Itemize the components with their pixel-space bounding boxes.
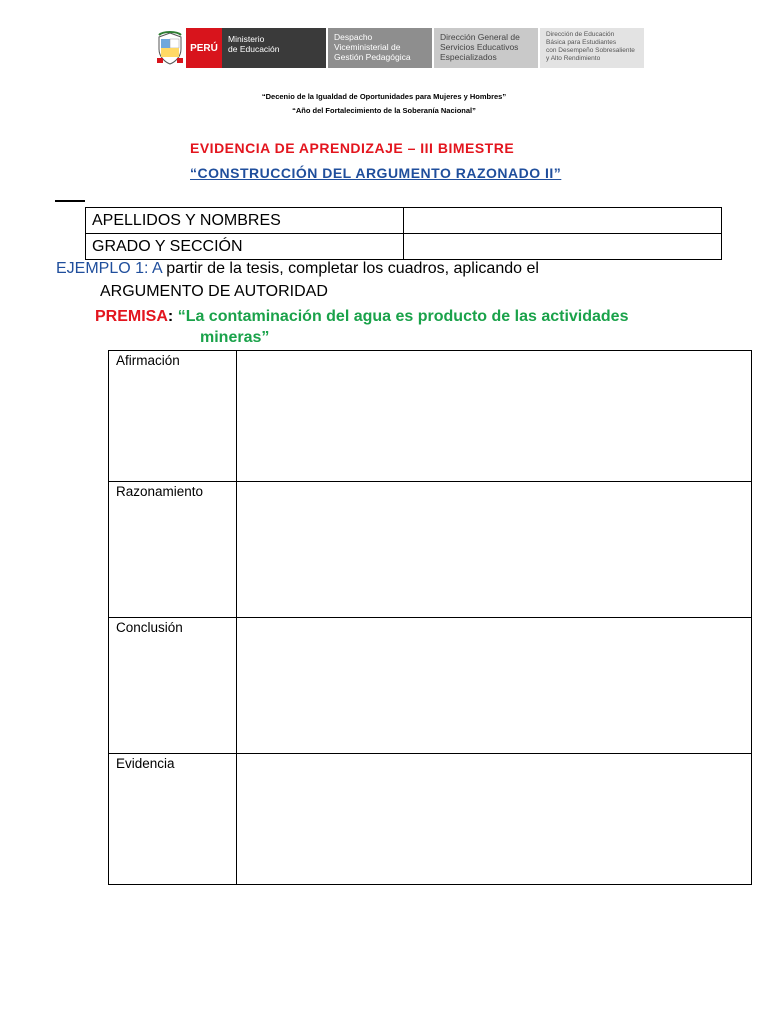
decenio-block [0, 90, 768, 118]
evidencia-field[interactable] [237, 754, 752, 885]
ministerio-label: Ministerio de Educación [222, 28, 326, 68]
direccion-general-label: Dirección General de Servicios Educativos Especializados [434, 28, 538, 68]
evidencia-label: Evidencia [109, 754, 237, 885]
table-row [109, 618, 752, 754]
afirmacion-field[interactable] [237, 351, 752, 482]
afirmacion-label: Afirmación [109, 351, 237, 482]
table-row [86, 208, 722, 234]
divider-stub [55, 200, 85, 202]
ejemplo-label: EJEMPLO 1: A [56, 260, 162, 277]
decenio-line: “Decenio de la Igualdad de Oportunidades para Mujeres y Hombres” [261, 92, 507, 101]
premisa-text-line2: mineras” [200, 329, 270, 346]
premisa-block [95, 306, 628, 348]
argumento-label: ARGUMENTO DE AUTORIDAD [100, 283, 328, 300]
razonamiento-field[interactable] [237, 482, 752, 618]
premisa-text-line1: “La contaminación del agua es producto de las actividades [177, 308, 629, 325]
table-row [109, 351, 752, 482]
student-info-table [85, 207, 722, 260]
table-row [86, 234, 722, 260]
evidencia-title: EVIDENCIA DE APRENDIZAJE – III BIMESTRE [190, 140, 515, 156]
premisa-colon: : [167, 308, 178, 325]
conclusion-field[interactable] [237, 618, 752, 754]
razonamiento-label: Razonamiento [109, 482, 237, 618]
ejemplo-text: partir de la tesis, completar los cuadros, aplicando el [161, 260, 539, 277]
construccion-title: “CONSTRUCCIÓN DEL ARGUMENTO RAZONADO II” [190, 165, 562, 181]
header-banner [154, 28, 644, 68]
apellidos-field[interactable] [404, 208, 722, 234]
peru-label: PERÚ [186, 28, 222, 68]
table-row [109, 754, 752, 885]
conclusion-label: Conclusión [109, 618, 237, 754]
argument-grid [108, 350, 752, 885]
despacho-label: Despacho Viceministerial de Gestión Pedagógica [328, 28, 432, 68]
table-row [109, 482, 752, 618]
apellidos-label: APELLIDOS Y NOMBRES [86, 208, 404, 234]
peru-coat-of-arms-icon [154, 28, 186, 68]
ejemplo-instruction [56, 260, 539, 278]
direccion-educacion-label: Dirección de Educación Básica para Estudiantes con Desempeño Sobresaliente y Alto Rendimiento [540, 28, 644, 68]
grado-label: GRADO Y SECCIÓN [86, 234, 404, 260]
anio-line: “Año del Fortalecimiento de la Soberanía Nacional” [292, 106, 476, 115]
grado-field[interactable] [404, 234, 722, 260]
premisa-label: PREMISA [95, 308, 168, 325]
